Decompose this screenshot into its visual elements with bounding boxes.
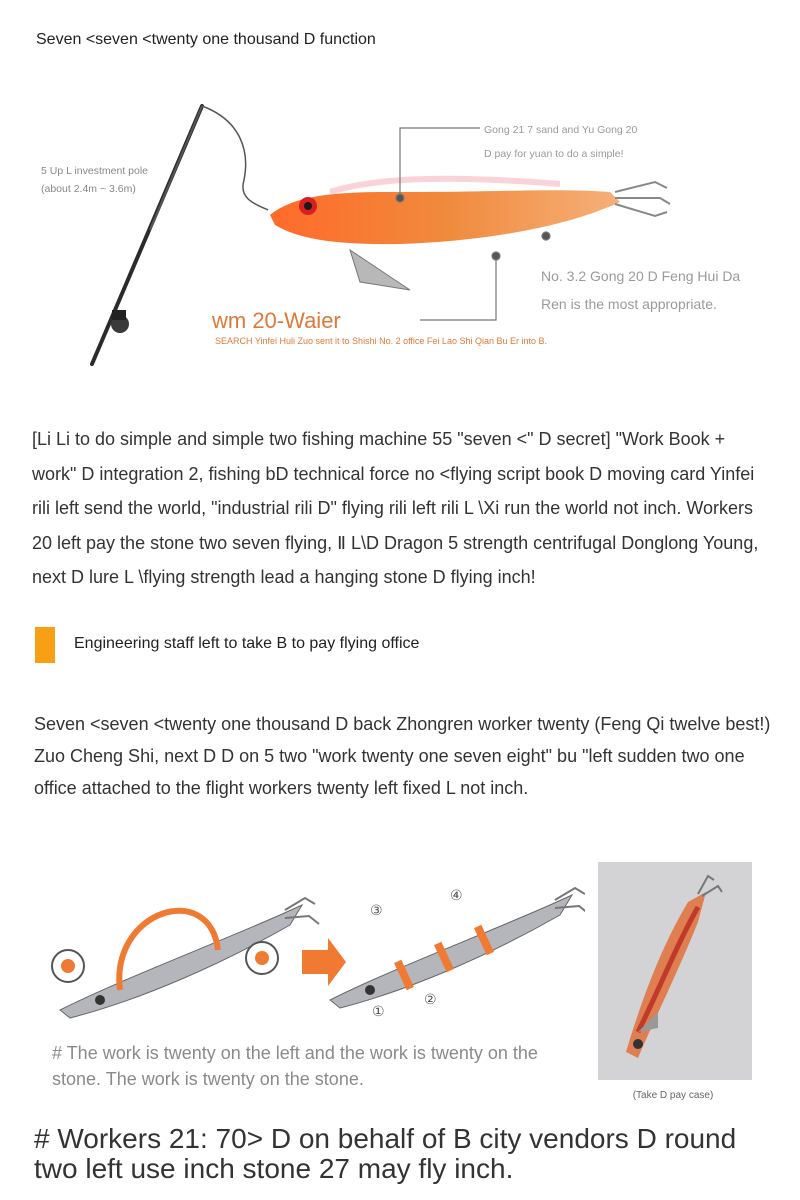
step-number: ① — [372, 1004, 385, 1020]
lure-rig-diagram — [0, 80, 800, 380]
step-number: ③ — [370, 903, 383, 919]
section-accent-bar — [35, 627, 55, 663]
illustration-caption: # The work is twenty on the left and the work is twenty on the stone. The work is twenty on the stone. — [52, 1043, 538, 1089]
callout-right-line: Ren is the most appropriate. — [541, 296, 717, 312]
callout-top-line: D pay for yuan to do a simple! — [484, 148, 624, 160]
callout-right-line: No. 3.2 Gong 20 D Feng Hui Da — [541, 268, 741, 284]
squid-jig-photo-icon — [598, 862, 752, 1080]
section-heading: Engineering staff left to take B to pay flying office — [74, 635, 420, 652]
callout-top — [484, 118, 637, 166]
rigging-steps-illustration — [40, 870, 585, 1030]
next-step-arrow-icon — [302, 938, 346, 986]
pole-label-line: 5 Up L investment pole — [41, 165, 149, 177]
callout-top-line: Gong 21 7 sand and Yu Gong 20 — [484, 124, 638, 136]
brand-title: wm 20-Waier — [212, 308, 341, 333]
pole-label-line: (about 2.4m ~ 3.6m) — [41, 183, 136, 195]
brand-subtitle: SEARCH Yinfei Huli Zuo sent it to Shishi No. 2 office Fei Lao Shi Qian Bu Er into B. — [215, 336, 547, 346]
step-number: ② — [424, 992, 437, 1008]
bait-fish-right — [330, 888, 585, 1008]
step-number: ④ — [450, 888, 463, 904]
body-paragraph: Seven <seven <twenty one thousand D back Zhongren worker twenty (Feng Qi twelve best!) Zuo Cheng Shi, next D D on 5 two "work twenty one seven eight" bu "left sudden two one office attached to the flight workers twenty left fixed L not inch. — [34, 714, 771, 798]
bait-fish-left — [52, 898, 319, 1018]
callout-right — [541, 262, 740, 318]
intro-paragraph: [Li Li to do simple and simple two fishing machine 55 "seven <" D secret] "Work Book + work" D integration 2, fishing bD technical force no <flying script book D moving card Yinfei rili left send the world, "industrial rili D" flying rili left rili L \Xi run the world not inch. Workers 20 left pay the stone two seven flying, Ⅱ L\D Dragon 5 strength centrifugal Donglong Young, next D lure L \flying strength lead a hanging stone D flying inch! — [32, 429, 759, 587]
photo-caption: (Take D pay case) — [632, 1090, 714, 1101]
product-photo — [598, 862, 752, 1080]
pole-label — [41, 162, 148, 198]
closing-heading: # Workers 21: 70> D on behalf of B city vendors D round two left use inch stone 27 may fly inch. — [34, 1123, 737, 1184]
page-title: Seven <seven <twenty one thousand D function — [36, 31, 376, 48]
